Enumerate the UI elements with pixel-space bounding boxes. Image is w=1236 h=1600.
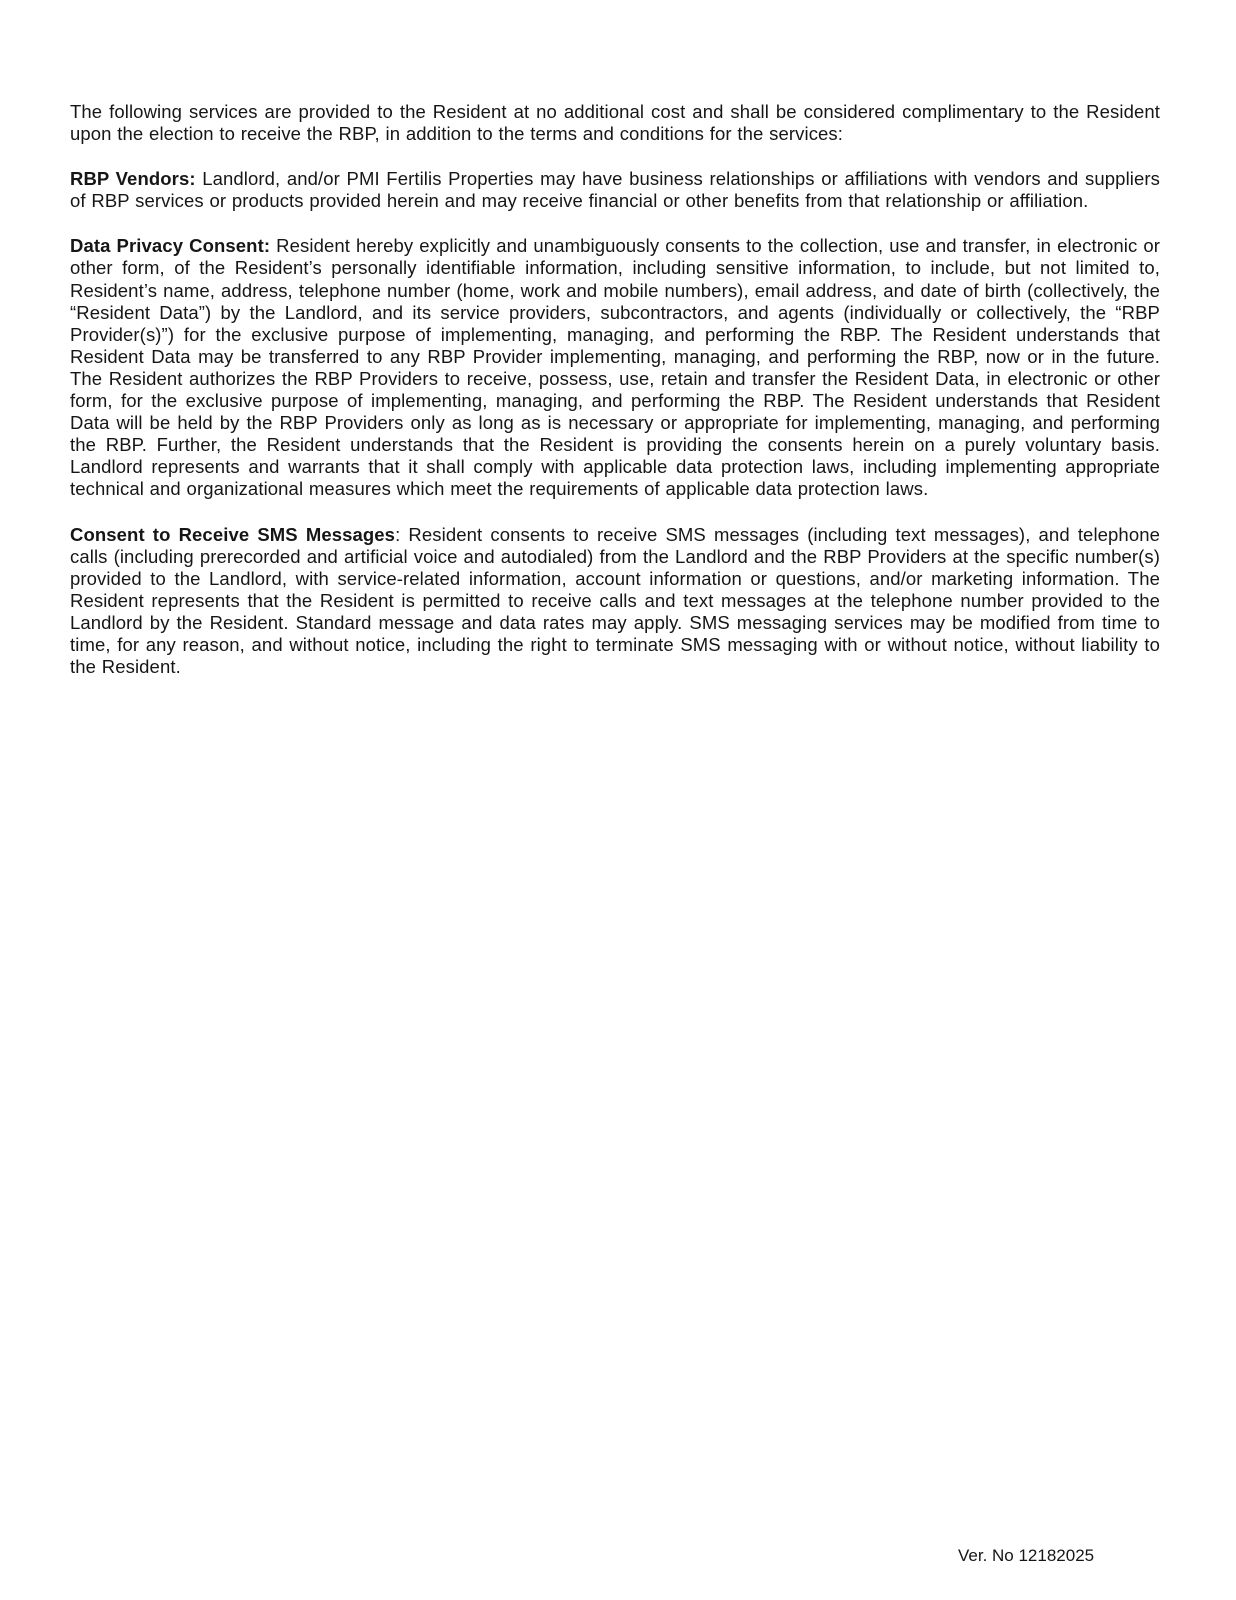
paragraph-rbp-vendors-text: Landlord, and/or PMI Fertilis Properties may have business relationships or affiliations with vendors and suppliers of RBP services or products provided herein and may receive financial or other benefits from that relationship or affiliation. [70,168,1160,212]
version-number: Ver. No 12182025 [958,1546,1095,1565]
paragraph-sms-consent [70,524,1160,679]
paragraph-rbp-vendors [70,168,1160,212]
paragraph-sms-consent-text: : Resident consents to receive SMS messages (including text messages), and telephone calls (including prerecorded and artificial voice and autodialed) from the Landlord and the RBP Providers at the specific number(s) provided to the Landlord, with service-related information, account information or questions, and/or marketing information. The Resident represents that the Resident is permitted to receive calls and text messages at the telephone number provided to the Landlord by the Resident. Standard message and data rates may apply. SMS messaging services may be modified from time to time, for any reason, and without notice, including the right to terminate SMS messaging with or without notice, without liability to the Resident. [70,523,1160,678]
paragraph-data-privacy-consent [70,235,1160,500]
paragraph-rbp-vendors-bold-prefix: RBP Vendors: [70,168,196,190]
paragraph-intro-text: The following services are provided to the Resident at no additional cost and shall be considered complimentary to the Resident upon the election to receive the RBP, in addition to the terms and conditions for the services: [70,101,1160,145]
paragraph-intro [70,101,1160,145]
paragraph-data-privacy-consent-bold-prefix: Data Privacy Consent: [70,235,271,257]
paragraph-sms-consent-bold-prefix: Consent to Receive SMS Messages [70,523,396,545]
document-body [70,101,1160,678]
paragraph-data-privacy-consent-text: Resident hereby explicitly and unambiguously consents to the collection, use and transfer, in electronic or other form, of the Resident’s personally identifiable information, including sensitive information, to include, but not limited to, Resident’s name, address, telephone number (home, work and mobile numbers), email address, and date of birth (collectively, the “Resident Data”) by the Landlord, and its service providers, subcontractors, and agents (individually or collectively, the “RBP Provider(s)”) for the exclusive purpose of implementing, managing, and performing the RBP. The Resident understands that Resident Data may be transferred to any RBP Provider implementing, managing, and performing the RBP, now or in the future. The Resident authorizes the RBP Providers to receive, possess, use, retain and transfer the Resident Data, in electronic or other form, for the exclusive purpose of implementing, managing, and performing the RBP. The Resident understands that Resident Data will be held by the RBP Providers only as long as is necessary or appropriate for implementing, managing, and performing the RBP. Further, the Resident understands that the Resident is providing the consents herein on a purely voluntary basis. Landlord represents and warrants that it shall comply with applicable data protection laws, including implementing appropriate technical and organizational measures which meet the requirements of applicable data protection laws. [70,235,1160,500]
